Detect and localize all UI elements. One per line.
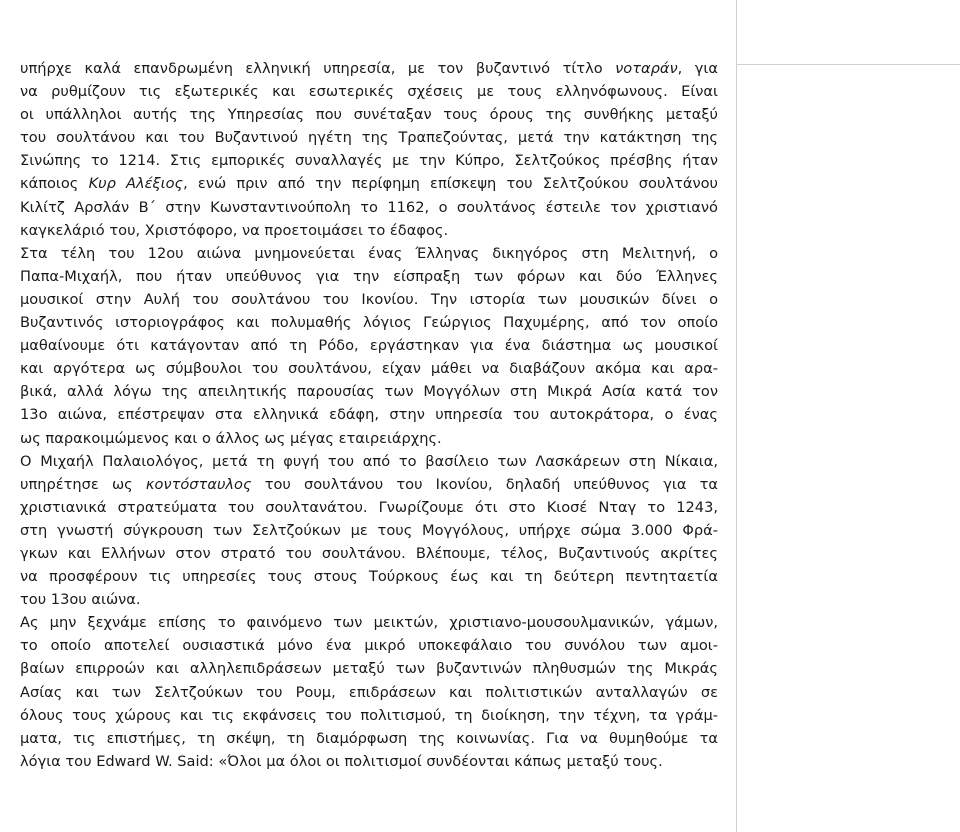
text-line: στη γνωστή σύγκρουση των Σελτζούκων με τους Μογγόλους, υπήρχε σώμα 3.000 Φρά-	[20, 521, 718, 539]
paragraph	[20, 450, 718, 612]
text-line: χριστιανικά στρατεύματα του σουλτανάτου. Γνωρίζουμε ότι στο Κιοσέ Νταγ το 1243,	[20, 498, 718, 516]
text-line: όλους τους χώρους και τις εκφάνσεις του πολιτισμού, τη διοίκηση, την τέχνη, τα γράμ-	[20, 706, 718, 724]
text-line: Κιλίτζ Αρσλάν Β΄ στην Κωνσταντινούπολη το 1162, ο σουλτάνος έστειλε τον χριστιανό	[20, 198, 718, 216]
paragraph	[20, 611, 718, 773]
text-line: βικά, αλλά λόγω της απειλητικής παρουσίας των Μογγόλων στη Μικρά Ασία κατά τον	[20, 383, 718, 401]
text-line: Βυζαντινός ιστοριογράφος και πολυμαθής λόγιος Γεώργιος Παχυμέρης, από τον οποίο	[20, 314, 718, 332]
text-line: Ας μην ξεχνάμε επίσης το φαινόμενο των μεικτών, χριστιανο-μουσουλμανικών, γάμων,	[20, 614, 718, 632]
text-line: λόγια του Edward W. Said: «Όλοι μα όλοι οι πολιτισμοί συνδέονται κάπως μεταξύ τους.	[20, 752, 663, 770]
text-line: ως παρακοιμώμενος και ο άλλος ως μέγας εταιρειάρχης.	[20, 429, 442, 447]
text-line: μουσικοί στην Αυλή του σουλτάνου του Ικονίου. Την ιστορία των μουσικών δίνει ο	[20, 290, 718, 308]
text-line: να ρυθμίζουν τις εξωτερικές και εσωτερικές σχέσεις με τους ελληνόφωνους. Είναι	[20, 83, 718, 101]
text-line: να προσφέρουν τις υπηρεσίες τους στους Τούρκους έως και τη δεύτερη πεντηταετία	[20, 568, 718, 586]
text-line: οι υπάλληλοι αυτής της Υπηρεσίας που συνέταξαν τους όρους της συνθήκης μεταξύ	[20, 106, 718, 124]
text-line: υπήρχε καλά επανδρωμένη ελληνική υπηρεσία, με τον βυζαντινό τίτλο νοταράν, για	[20, 60, 718, 77]
italic-term: νοταράν	[615, 60, 678, 77]
text-line: του σουλτάνου και του Βυζαντινού ηγέτη της Τραπεζούντας, μετά την κατάκτηση της	[20, 129, 718, 147]
text-line: Ο Μιχαήλ Παλαιολόγος, μετά τη φυγή του από το βασίλειο των Λασκάρεων στη Νίκαια,	[20, 452, 718, 470]
text-line: βαίων επιρροών και αλληλεπιδράσεων μεταξύ των βυζαντινών πληθυσμών της Μικράς	[20, 660, 718, 678]
text-line: καγκελάριό του, Χριστόφορο, να προετοιμάσει το έδαφος.	[20, 221, 449, 239]
italic-term: Κυρ Αλέξιος	[88, 175, 184, 193]
text-line: Παπα-Μιχαήλ, που ήταν υπεύθυνος για την είσπραξη των φόρων και δύο Έλληνες	[20, 267, 718, 285]
text-line: το οποίο αποτελεί ουσιαστικά μόνο ένα μικρό υποκεφάλαιο του συνόλου των αμοι-	[20, 637, 718, 655]
margin-rule	[736, 64, 960, 65]
paragraph	[20, 57, 718, 242]
text-line: 13ο αιώνα, επέστρεψαν στα ελληνικά εδάφη, στην υπηρεσία του αυτοκράτορα, ο ένας	[20, 406, 718, 424]
text-line: μαθαίνουμε ότι κατάγονταν από τη Ρόδο, εργάστηκαν για ένα διάστημα ως μουσικοί	[20, 337, 718, 355]
italic-term: κοντόσταυλος	[145, 475, 252, 493]
text-line: και αργότερα ως σύμβουλοι του σουλτάνου, είχαν μάθει να διαβάζουν ακόμα και αρα-	[20, 360, 718, 378]
paragraph	[20, 242, 718, 450]
text-line: υπηρέτησε ως κοντόσταυλος του σουλτάνου του Ικονίου, δηλαδή υπεύθυνος για τα	[20, 475, 718, 493]
text-line: Σινώπης το 1214. Στις εμπορικές συναλλαγές με την Κύπρο, Σελτζούκος πρέσβης ήταν	[20, 152, 718, 170]
text-line: ματα, τις επιστήμες, τη σκέψη, τη διαμόρφωση της κοινωνίας. Για να θυμηθούμε τα	[20, 729, 718, 747]
text-line: γκων και Ελλήνων στον στρατό του σουλτάνου. Βλέπουμε, τέλος, Βυζαντινούς ακρίτες	[20, 544, 718, 562]
text-line: Ασίας και των Σελτζούκων του Ρουμ, επιδράσεων και πολιτιστικών ανταλλαγών σε	[20, 683, 718, 701]
body-text	[20, 57, 718, 773]
text-line: του 13ου αιώνα.	[20, 591, 141, 609]
text-line: Στα τέλη του 12ου αιώνα μνημονεύεται ένας Έλληνας δικηγόρος στη Μελιτηνή, ο	[20, 244, 718, 262]
text-line: κάποιος Κυρ Αλέξιος, ενώ πριν από την περίφημη επίσκεψη του Σελτζούκου σουλτάνου	[20, 175, 718, 193]
